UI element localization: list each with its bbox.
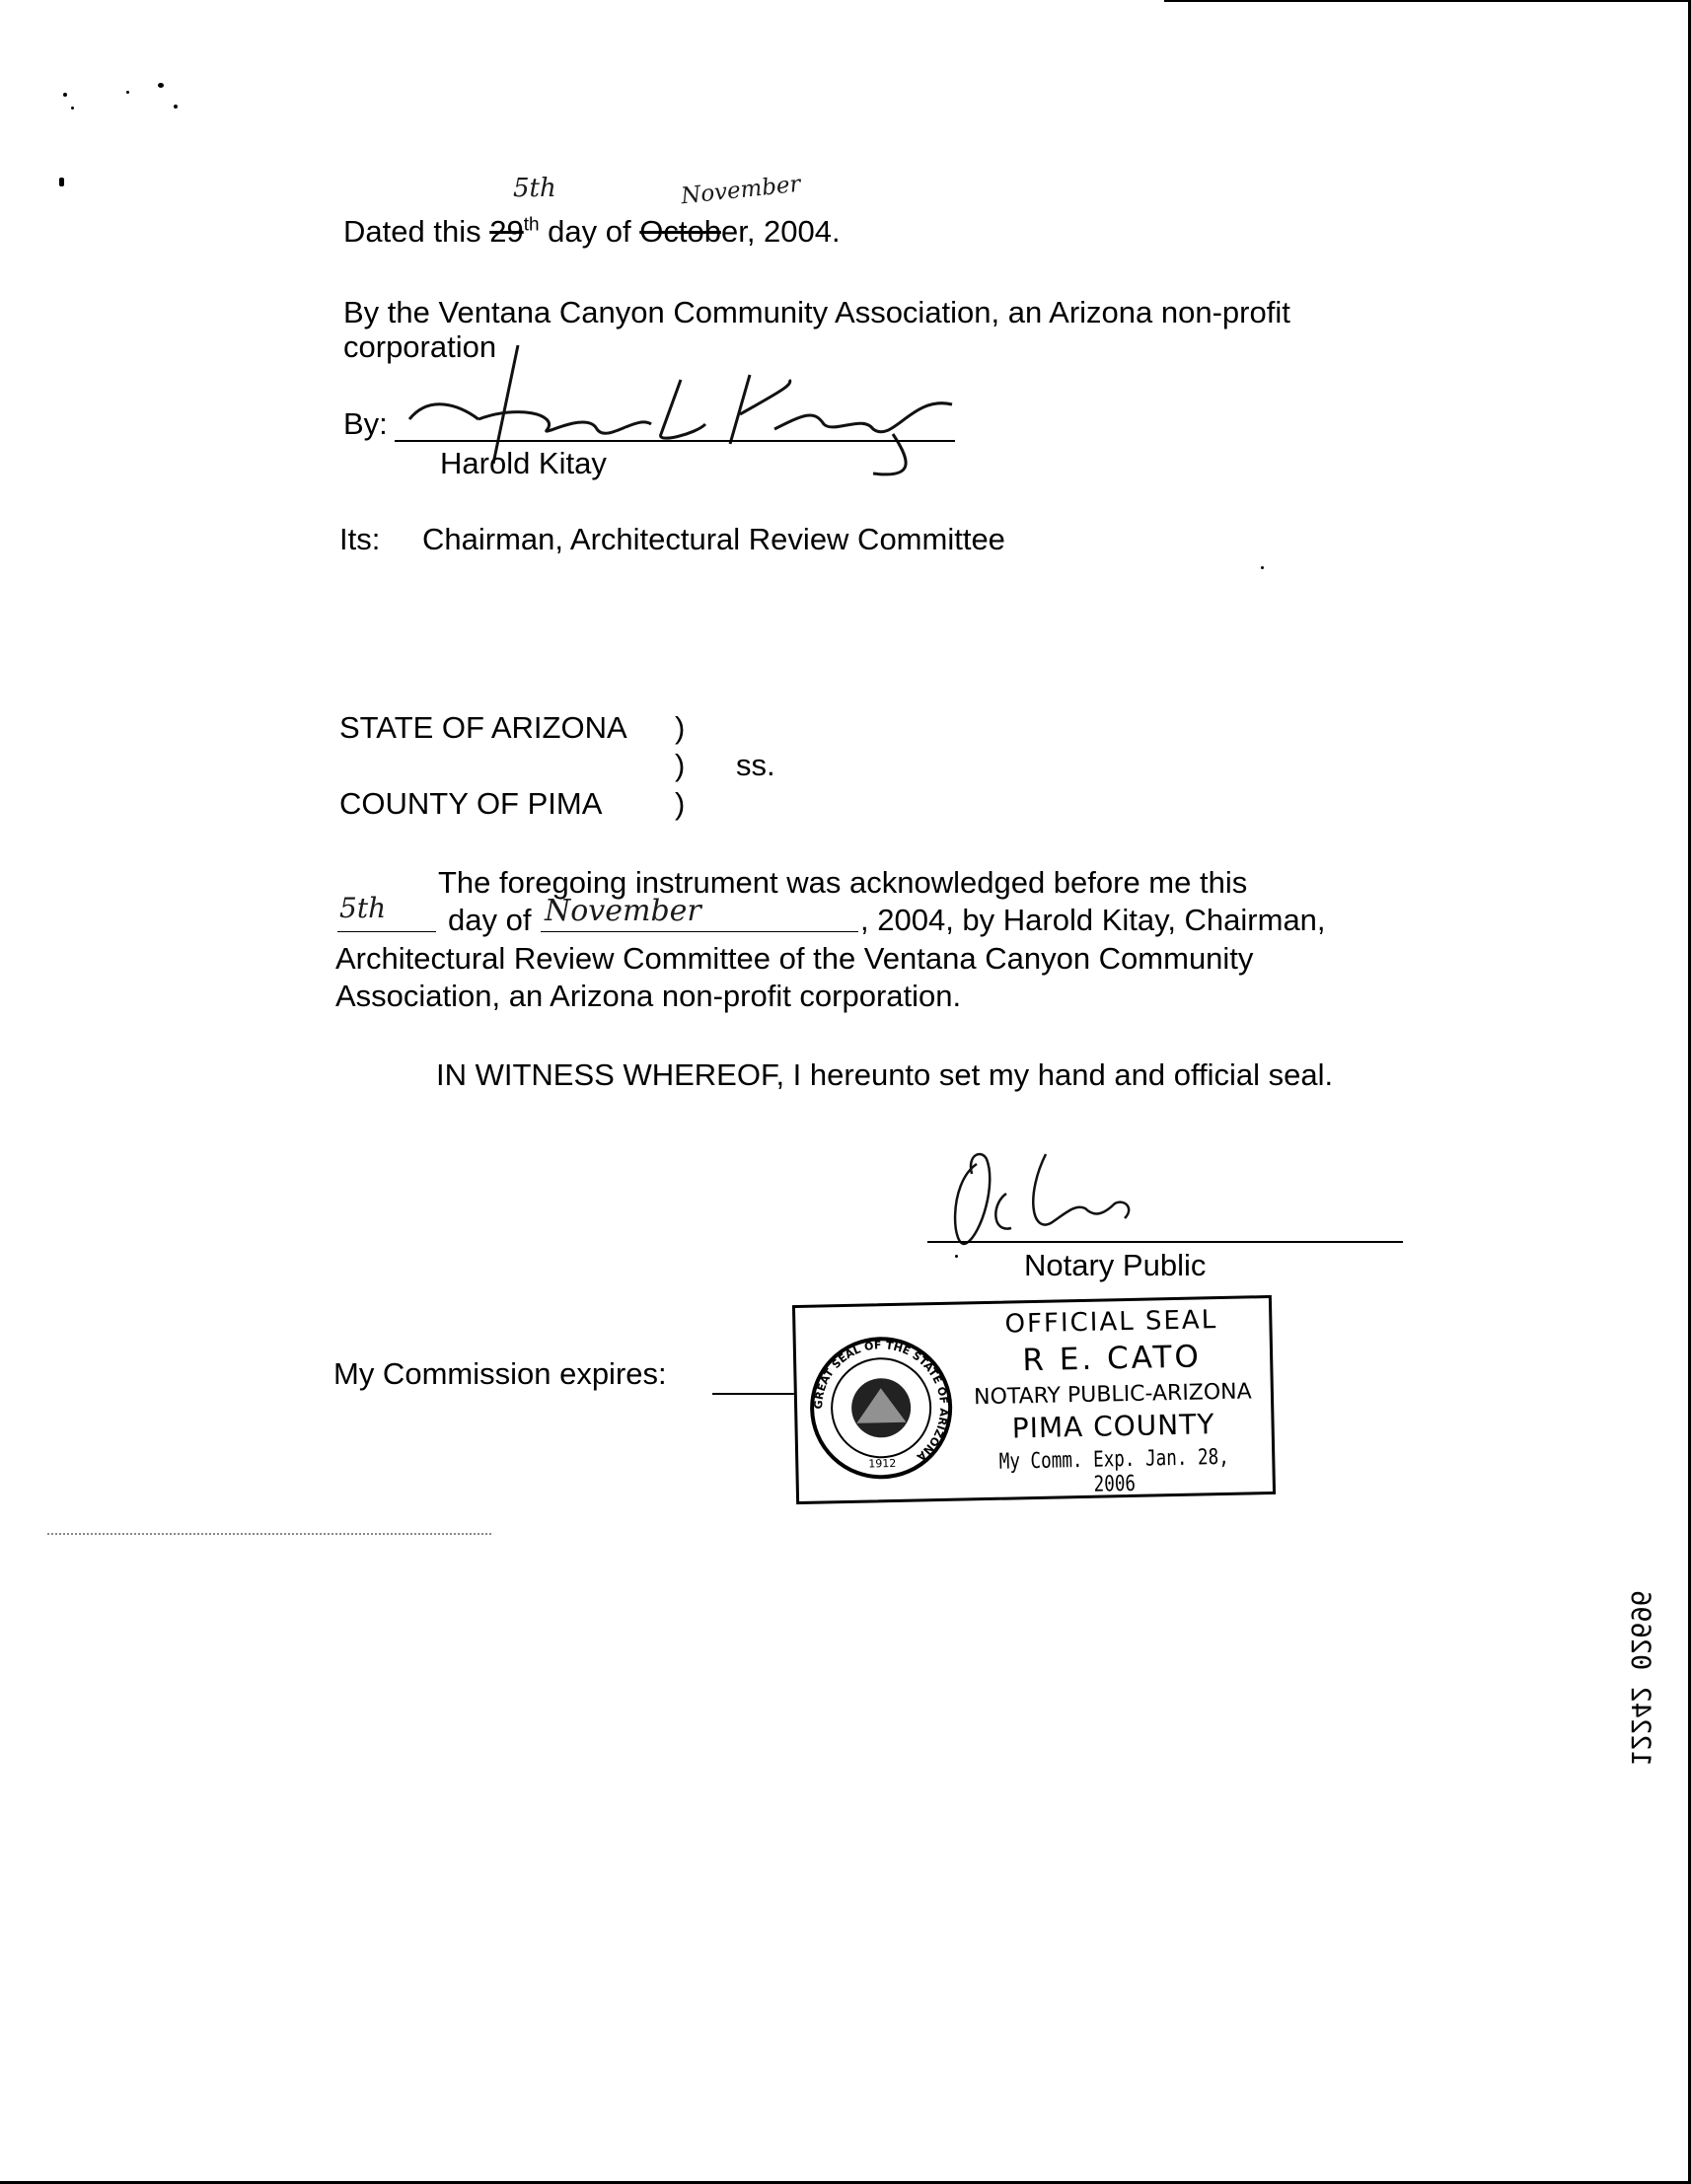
- ack-day-of: day of: [448, 903, 532, 937]
- ack-day-line: [337, 931, 436, 932]
- seal-line-5: My Comm. Exp. Jan. 28, 2006: [998, 1444, 1230, 1497]
- seal-line-2: R E. CATO: [1022, 1339, 1203, 1379]
- dated-prefix: Dated this: [343, 214, 481, 249]
- seal-ring-text: GREAT SEAL OF THE STATE OF ARIZONA: [811, 1339, 951, 1464]
- notary-signature: [937, 1144, 1174, 1263]
- acknowledgment-line-4: Association, an Arizona non-profit corporation.: [335, 979, 962, 1013]
- acknowledgment-line-3: Architectural Review Committee of the Ventana Canyon Community: [335, 941, 1254, 976]
- venue-paren-3: ): [675, 786, 686, 821]
- handwritten-month-correction: November: [679, 171, 802, 210]
- notary-public-label: Notary Public: [1024, 1248, 1207, 1282]
- seal-line-3: NOTARY PUBLIC-ARIZONA: [973, 1379, 1252, 1411]
- dated-middle: day of: [548, 214, 631, 249]
- its-label: Its:: [339, 522, 381, 556]
- notary-signature-line: [927, 1241, 1403, 1243]
- seal-line-4: PIMA COUNTY: [1011, 1408, 1215, 1445]
- seal-line-1: OFFICIAL SEAL: [1004, 1305, 1218, 1340]
- acknowledgment-line-1: The foregoing instrument was acknowledged before me this: [438, 865, 1248, 900]
- day-suffix: th: [523, 214, 540, 236]
- struck-day: 29: [489, 214, 524, 249]
- venue-state: STATE OF ARIZONA: [339, 710, 627, 745]
- handwritten-day-correction: 5th: [513, 174, 556, 203]
- official-seal-stamp: [792, 1295, 1276, 1504]
- ack-month-line: [541, 931, 858, 932]
- dated-line: [343, 214, 841, 250]
- struck-month: Octob: [639, 214, 721, 249]
- dotted-rule: [47, 1533, 491, 1535]
- recording-number: 12242 02696: [1625, 1590, 1655, 1767]
- ack-rest: , 2004, by Harold Kitay, Chairman,: [860, 903, 1326, 937]
- venue-paren-2: ): [675, 748, 686, 782]
- signature-line: [395, 440, 955, 442]
- venue-ss: ss.: [736, 748, 775, 782]
- page-border-top: [1164, 0, 1691, 2]
- seal-year: 1912: [868, 1456, 897, 1471]
- signer-name: Harold Kitay: [440, 446, 607, 480]
- its-title: Chairman, Architectural Review Committee: [422, 522, 1005, 556]
- venue-county: COUNTY OF PIMA: [339, 786, 603, 821]
- venue-paren-1: ): [675, 710, 686, 745]
- by-label: By:: [343, 406, 388, 441]
- witness-statement: IN WITNESS WHEREOF, I hereunto set my hand and official seal.: [436, 1057, 1334, 1092]
- ack-handwritten-month: November: [545, 894, 701, 928]
- commission-expires-label: My Commission expires:: [333, 1356, 667, 1391]
- association-line-2: corporation: [343, 329, 497, 364]
- state-seal-emblem: [806, 1333, 957, 1484]
- association-line-1: By the Ventana Canyon Community Association, an Arizona non-profit: [343, 295, 1290, 329]
- dated-month-rest: er, 2004.: [720, 214, 841, 249]
- ack-handwritten-day: 5th: [339, 892, 387, 924]
